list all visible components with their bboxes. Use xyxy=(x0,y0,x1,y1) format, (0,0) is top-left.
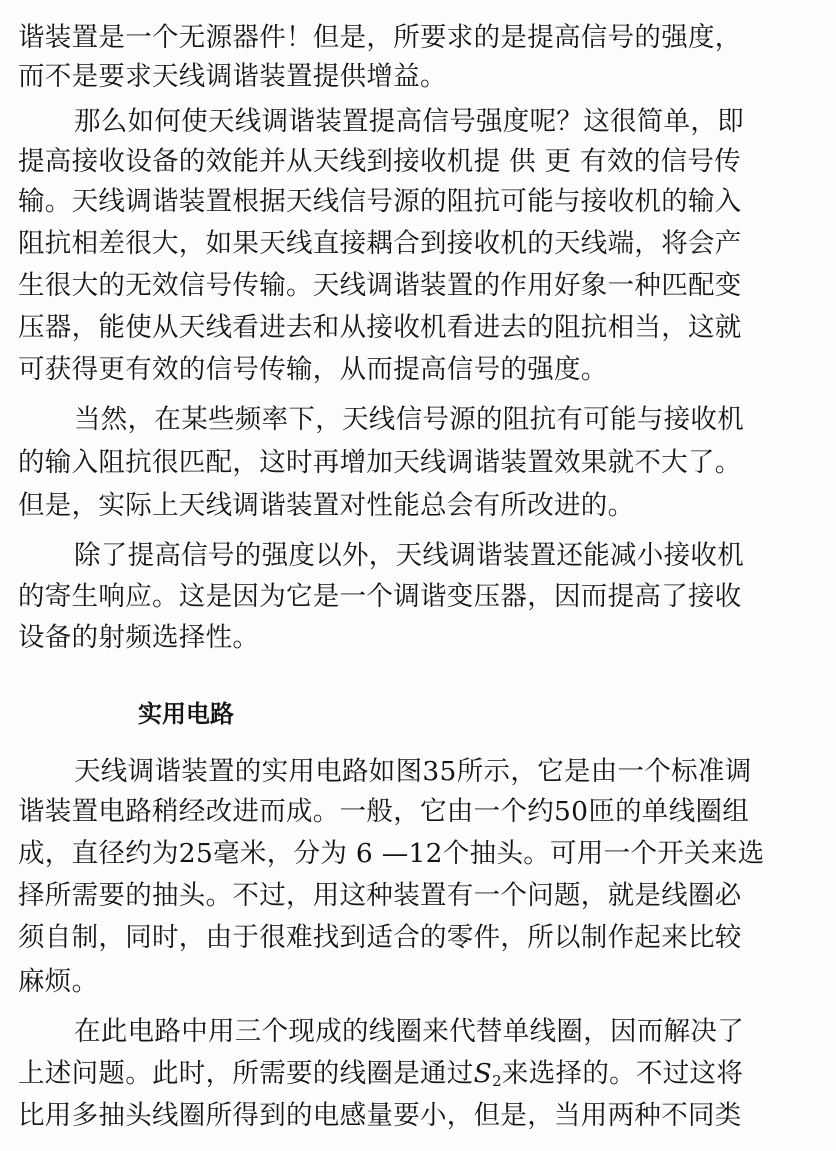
text-line: 的输入阻抗很匹配，这时再增加天线调谐装置效果就不大了。 xyxy=(18,447,742,478)
text-line: 可获得更有效的信号传输，从而提高信号的强度。 xyxy=(18,354,608,385)
text-line: 成，直径约为25毫米，分为 6 —12个抽头。可用一个开关来选 xyxy=(18,838,765,869)
section-heading: 实用电路 xyxy=(138,700,234,728)
text-line: 生很大的无效信号传输。天线调谐装置的作用好象一种匹配变 xyxy=(18,270,742,301)
text-line: 但是，实际上天线调谐装置对性能总会有所改进的。 xyxy=(18,490,635,521)
text-line: 的寄生响应。这是因为它是一个调谐变压器，因而提高了接收 xyxy=(18,581,742,612)
text-segment: 上述问题。此时，所需要的线圈是通过 xyxy=(18,1058,474,1089)
switch-subscript: 2 xyxy=(492,1072,502,1090)
text-line: 须自制，同时，由于很难找到适合的零件，所以制作起来比较 xyxy=(18,922,742,953)
text-line: 提高接收设备的效能并从天线到接收机提 供 更 有效的信号传 xyxy=(18,146,741,177)
text-line: 除了提高信号的强度以外，天线调谐装置还能减小接收机 xyxy=(74,540,744,571)
text-line: 谐装置是一个无源器件！但是，所要求的是提高信号的强度， xyxy=(18,22,742,53)
text-line: 设备的射频选择性。 xyxy=(18,622,260,653)
text-line: 择所需要的抽头。不过，用这种装置有一个问题，就是线圈必 xyxy=(18,880,742,911)
text-line: 在此电路中用三个现成的线圈来代替单线圈，因而解决了 xyxy=(74,1016,744,1047)
text-line: 谐装置电路稍经改进而成。一般，它由一个约50匝的单线圈组 xyxy=(18,796,750,827)
text-line: 压器，能使从天线看进去和从接收机看进去的阻抗相当，这就 xyxy=(18,312,742,343)
text-segment: 来选择的。不过这将 xyxy=(501,1058,744,1089)
text-line: 那么如何使天线调谐装置提高信号强度呢？这很简单，即 xyxy=(74,106,744,137)
text-line: 麻烦。 xyxy=(18,966,99,997)
text-line-with-formula xyxy=(18,1054,818,1094)
text-line: 天线调谐装置的实用电路如图35所示，它是由一个标准调 xyxy=(74,756,752,787)
text-line: 而不是要求天线调谐装置提供增益。 xyxy=(18,61,447,92)
text-line: 阻抗相差很大，如果天线直接耦合到接收机的天线端，将会产 xyxy=(18,228,742,259)
text-line: 输。天线调谐装置根据天线信号源的阻抗可能与接收机的输入 xyxy=(18,186,742,217)
switch-symbol: S xyxy=(473,1058,493,1089)
text-line: 当然，在某些频率下，天线信号源的阻抗有可能与接收机 xyxy=(74,404,744,435)
text-line: 比用多抽头线圈所得到的电感量要小，但是，当用两种不同类 xyxy=(18,1100,742,1131)
